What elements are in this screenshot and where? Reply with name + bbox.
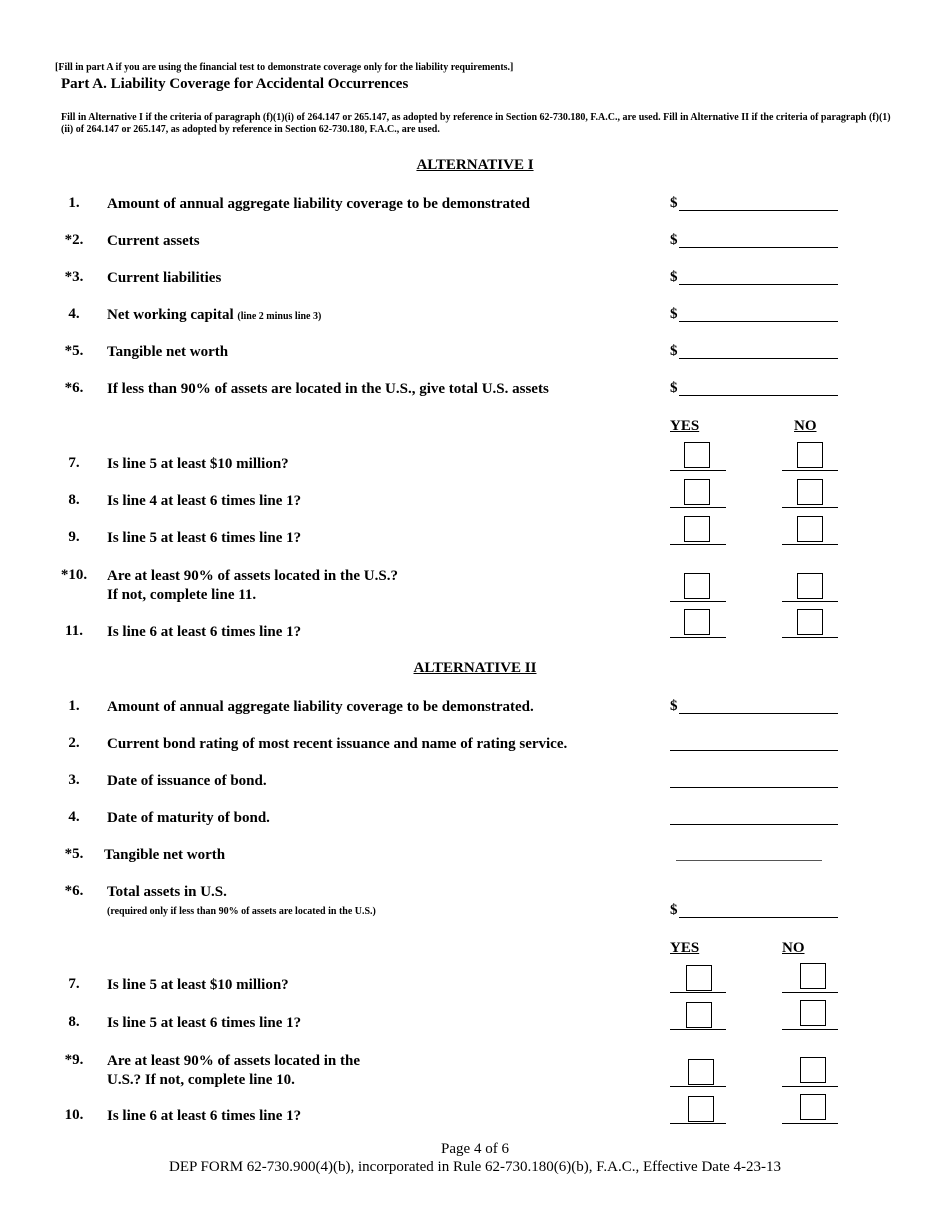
dollar-sign: $	[670, 380, 678, 396]
checkbox-underline	[670, 1029, 726, 1030]
alt1-question-number: 7.	[68, 455, 80, 471]
checkbox-underline	[670, 507, 726, 508]
no-column-header: NO	[794, 418, 817, 434]
bond-issuance-date-field[interactable]	[670, 787, 838, 788]
part-a-title: Part A. Liability Coverage for Accidental Occurrences	[61, 76, 409, 92]
dollar-sign: $	[670, 698, 678, 714]
yes-checkbox[interactable]	[686, 1002, 712, 1028]
yes-checkbox[interactable]	[688, 1096, 714, 1122]
checkbox-underline	[670, 992, 726, 993]
line-note: (required only if less than 90% of assets are located in the U.S.)	[107, 906, 376, 917]
alt1-question-number: 8.	[68, 492, 80, 508]
checkbox-underline	[782, 1029, 838, 1030]
alt1-line-label: Current assets	[107, 233, 200, 249]
alt2-line-label: Date of maturity of bond.	[107, 810, 270, 826]
alt1-question-number: 9.	[68, 529, 80, 545]
yes-checkbox[interactable]	[686, 965, 712, 991]
alt2-line-number: 2.	[68, 735, 80, 751]
no-checkbox[interactable]	[800, 1057, 826, 1083]
no-checkbox[interactable]	[797, 479, 823, 505]
form-reference: DEP FORM 62-730.900(4)(b), incorporated in Rule 62-730.180(6)(b), F.A.C., Effective Date 4-23-13	[168, 1159, 782, 1175]
alt1-line-label: Tangible net worth	[107, 344, 229, 360]
alt1-question-label	[107, 567, 398, 605]
checkbox-underline	[670, 601, 726, 602]
question-line-1: Are at least 90% of assets located in the U.S.?	[107, 568, 398, 584]
no-checkbox[interactable]	[800, 1000, 826, 1026]
question-line-2: U.S.? If not, complete line 10.	[107, 1072, 295, 1088]
checkbox-underline	[782, 507, 838, 508]
yes-checkbox[interactable]	[684, 573, 710, 599]
alt2-question-label: Is line 6 at least 6 times line 1?	[107, 1108, 302, 1124]
alt1-line-label: If less than 90% of assets are located in the U.S., give total U.S. assets	[107, 381, 549, 397]
yes-checkbox[interactable]	[684, 516, 710, 542]
question-line-2: If not, complete line 11.	[107, 587, 257, 603]
bond-rating-field[interactable]	[670, 750, 838, 751]
no-checkbox[interactable]	[800, 1094, 826, 1120]
checkbox-underline	[782, 601, 838, 602]
coverage-amount-field[interactable]	[679, 210, 838, 211]
checkbox-underline	[670, 544, 726, 545]
alt1-question-label: Is line 5 at least 6 times line 1?	[107, 530, 302, 546]
no-column-header: NO	[782, 940, 805, 956]
alt1-question-label: Is line 4 at least 6 times line 1?	[107, 493, 302, 509]
dollar-sign: $	[670, 306, 678, 322]
checkbox-underline	[670, 1123, 726, 1124]
part-a-instruction: [Fill in part A if you are using the financial test to demonstrate coverage only for the liability requirements.]	[55, 62, 514, 73]
question-line-1: Are at least 90% of assets located in the	[107, 1053, 361, 1069]
yes-column-header: YES	[670, 940, 700, 956]
alt2-line-label: Amount of annual aggregate liability coverage to be demonstrated.	[107, 699, 534, 715]
line-label-text: Total assets in U.S.	[107, 884, 227, 900]
alt2-question-number: 8.	[68, 1014, 80, 1030]
alt1-question-label: Is line 6 at least 6 times line 1?	[107, 624, 302, 640]
net-working-capital-field[interactable]	[679, 321, 838, 322]
bond-maturity-date-field[interactable]	[670, 824, 838, 825]
dollar-sign: $	[670, 269, 678, 285]
alt2-line-number: 4.	[68, 809, 80, 825]
checkbox-underline	[670, 470, 726, 471]
page-number: Page 4 of 6	[441, 1141, 509, 1157]
alt2-question-number: *9.	[64, 1052, 84, 1068]
alt1-line-number: 4.	[68, 306, 80, 322]
yes-checkbox[interactable]	[688, 1059, 714, 1085]
alternative-1-heading: ALTERNATIVE I	[416, 157, 534, 173]
alt2-question-number: 7.	[68, 976, 80, 992]
alt2-line-number: *6.	[64, 883, 84, 899]
alt1-question-number: *10.	[60, 567, 88, 583]
yes-checkbox[interactable]	[684, 609, 710, 635]
alt2-line-label	[107, 883, 376, 921]
checkbox-underline	[670, 637, 726, 638]
alternative-2-heading: ALTERNATIVE II	[413, 660, 537, 676]
checkbox-underline	[782, 992, 838, 993]
alt2-line-number: 1.	[68, 698, 80, 714]
us-assets-field[interactable]	[679, 395, 838, 396]
dollar-sign: $	[670, 343, 678, 359]
checkbox-underline	[670, 1086, 726, 1087]
current-assets-field[interactable]	[679, 247, 838, 248]
alt1-question-label: Is line 5 at least $10 million?	[107, 456, 289, 472]
tangible-net-worth-field[interactable]	[679, 358, 838, 359]
coverage-amount-field[interactable]	[679, 713, 838, 714]
alt1-line-number: *5.	[64, 343, 84, 359]
no-checkbox[interactable]	[797, 516, 823, 542]
checkbox-underline	[782, 637, 838, 638]
alt2-line-label: Current bond rating of most recent issuance and name of rating service.	[107, 736, 568, 752]
yes-checkbox[interactable]	[684, 479, 710, 505]
tangible-net-worth-field[interactable]	[676, 860, 822, 861]
alt2-line-number: 3.	[68, 772, 80, 788]
line-note: (line 2 minus line 3)	[237, 311, 322, 322]
alt2-question-label	[107, 1052, 360, 1090]
alt1-line-number: *2.	[64, 232, 84, 248]
no-checkbox[interactable]	[800, 963, 826, 989]
alt2-line-number: *5.	[64, 846, 84, 862]
dollar-sign: $	[670, 195, 678, 211]
line-label-text: Net working capital	[107, 307, 234, 323]
alt1-line-number: *3.	[64, 269, 84, 285]
alt2-question-number: 10.	[64, 1107, 84, 1123]
checkbox-underline	[782, 1086, 838, 1087]
yes-column-header: YES	[670, 418, 700, 434]
alt1-line-label: Current liabilities	[107, 270, 222, 286]
alt1-line-label	[107, 306, 321, 326]
checkbox-underline	[782, 470, 838, 471]
alt2-line-label: Tangible net worth	[104, 847, 226, 863]
checkbox-underline	[782, 544, 838, 545]
dollar-sign: $	[670, 232, 678, 248]
total-us-assets-field[interactable]	[679, 917, 838, 918]
alt2-question-label: Is line 5 at least $10 million?	[107, 977, 289, 993]
fill-in-instructions: Fill in Alternative I if the criteria of paragraph (f)(1)(i) of 264.147 or 265.147, as adopted by reference in Section 62-730.180, F.A.C., are used. Fill in Alternative II if the criteria of paragraph (f)(1)(ii) of 264.147 or 265.147, as adopted by reference in Section 62-730.180, F.A.C., are used.	[61, 112, 891, 135]
alt1-line-number: *6.	[64, 380, 84, 396]
alt1-question-number: 11.	[65, 623, 83, 639]
no-checkbox[interactable]	[797, 573, 823, 599]
checkbox-underline	[782, 1123, 838, 1124]
alt2-line-label: Date of issuance of bond.	[107, 773, 267, 789]
dollar-sign: $	[670, 902, 678, 918]
no-checkbox[interactable]	[797, 442, 823, 468]
alt1-line-label: Amount of annual aggregate liability coverage to be demonstrated	[107, 196, 531, 212]
alt2-question-label: Is line 5 at least 6 times line 1?	[107, 1015, 302, 1031]
alt1-line-number: 1.	[68, 195, 80, 211]
yes-checkbox[interactable]	[684, 442, 710, 468]
no-checkbox[interactable]	[797, 609, 823, 635]
current-liabilities-field[interactable]	[679, 284, 838, 285]
